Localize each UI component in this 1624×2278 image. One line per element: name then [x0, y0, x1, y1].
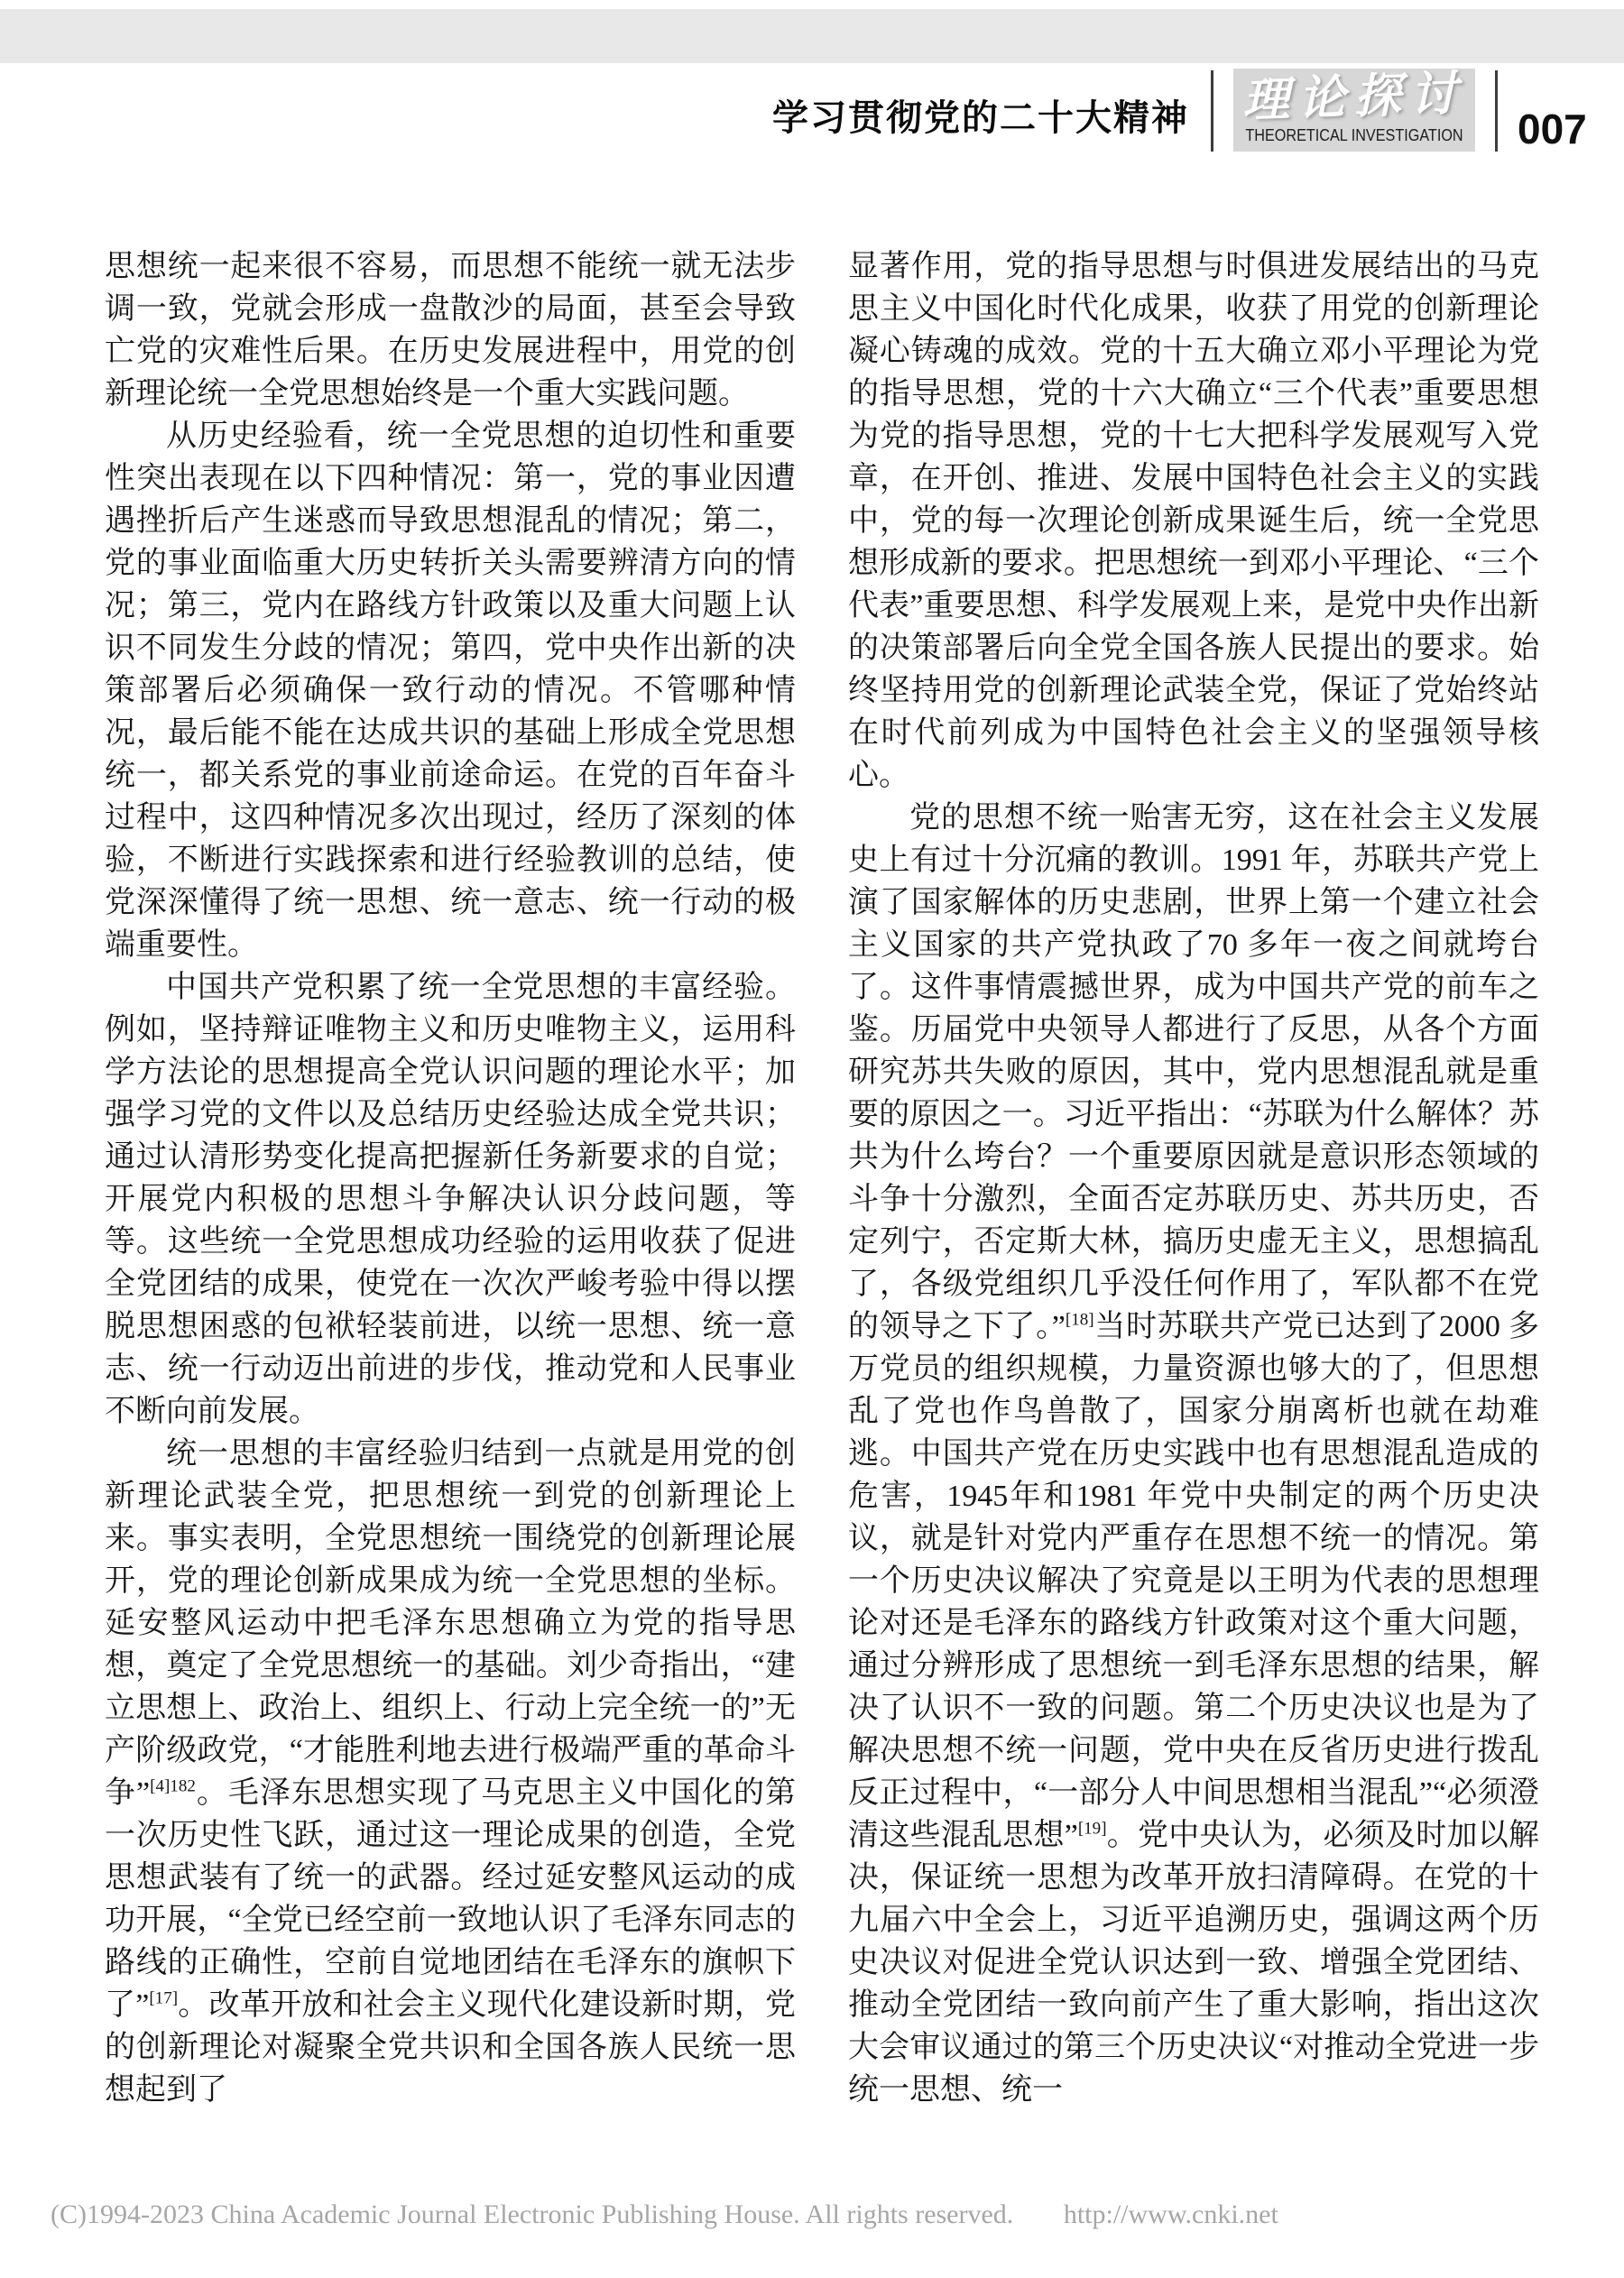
page-footer	[51, 2200, 1278, 2230]
header-divider	[1211, 70, 1213, 152]
page-number: 007	[1518, 106, 1587, 152]
footnote-ref: [19]	[1077, 1819, 1107, 1839]
section-title: 学习贯彻党的二十大精神	[772, 97, 1189, 138]
footnote-ref: [18]	[1065, 1310, 1094, 1330]
text-column-right	[848, 245, 1539, 2111]
footnote-ref: [17]	[149, 1988, 179, 2008]
paragraph: 统一思想的丰富经验归结到一点就是用党的创新理论武装全党，把思想统一到党的创新理论上来。事实表明，全党思想统一围绕党的创新理论展开，党的理论创新成果成为统一全党思想的坐标。延安整风运动中把毛泽东思想确立为党的指导思想，奠定了全党思想统一的基础。刘少奇指出，“建立思想上、政治上、组织上、行动上完全统一的”无产阶级政党，“才能胜利地去进行极端严重的革命斗争”$^{[4]182}$。毛泽东思想实现了马克思主义中国化的第一次历史性飞跃，通过这一理论成果的创造，全党思想武装有了统一的武器。经过延安整风运动的成功开展，“全党已经空前一致地认识了毛泽东同志的路线的正确性，空前自觉地团结在毛泽东的旗帜下了”[17]。改革开放和社会主义现代化建设新时期，党的创新理论对凝聚全党共识和全国各族人民统一思想起到了	[105, 1437, 797, 2107]
page-header	[772, 65, 1587, 152]
scan-gray-band	[0, 9, 1624, 63]
journal-logo	[1233, 69, 1475, 152]
header-divider	[1495, 70, 1498, 152]
journal-logo-english: THEORETICAL INVESTIGATION	[1245, 126, 1463, 144]
paragraph: 显著作用，党的指导思想与时俱进发展结出的马克思主义中国化时代化成果，收获了用党的创新理论凝心铸魂的成效。党的十五大确立邓小平理论为党的指导思想，党的十六大确立“三个代表”重要思想为党的指导思想，党的十七大把科学发展观写入党章，在开创、推进、发展中国特色社会主义的实践中，党的每一次理论创新成果诞生后，统一全党思想形成新的要求。把思想统一到邓小平理论、“三个代表”重要思想、科学发展观上来，是党中央作出新的决策部署后向全党全国各族人民提出的要求。始终坚持用党的创新理论武装全党，保证了党始终站在时代前列成为中国特色社会主义的坚强领导核心。	[848, 250, 1539, 792]
paragraph: 思想统一起来很不容易，而思想不能统一就无法步调一致，党就会形成一盘散沙的局面，甚至会导致亡党的灾难性后果。在历史发展进程中，用党的创新理论统一全党思想始终是一个重大实践问题。	[105, 250, 796, 410]
paragraph: 党的思想不统一贻害无穷，这在社会主义发展史上有过十分沉痛的教训。1991 年，苏联共产党上演了国家解体的历史悲剧，世界上第一个建立社会主义国家的共产党执政了70 多年一夜之间就垮台了。这件事情震撼世界，成为中国共产党的前车之鉴。历届党中央领导人都进行了反思，从各个方面研究苏共失败的原因，其中，党内思想混乱就是重要的原因之一。习近平指出：“苏联为什么解体？苏共为什么垮台？一个重要原因就是意识形态领域的斗争十分激烈，全面否定苏联历史、苏共历史，否定列宁，否定斯大林，搞历史虚无主义，思想搞乱了，各级党组织几乎没任何作用了，军队都不在党的领导之下了。”[18]当时苏联共产党已达到了2000 多万党员的组织规模，力量资源也够大的了，但思想乱了党也作鸟兽散了，国家分崩离析也就在劫难逃。中国共产党在历史实践中也有思想混乱造成的危害，1945年和1981 年党中央制定的两个历史决议，就是针对党内严重存在思想不统一的情况。第一个历史决议解决了究竟是以王明为代表的思想理论对还是毛泽东的路线方针政策对这个重大问题，通过分辨形成了思想统一到毛泽东思想的结果，解决了认识不一致的问题。第二个历史决议也是为了解决思想不统一问题，党中央在反省历史进行拨乱反正过程中，“一部分人中间思想相当混乱”“必须澄清这些混乱思想”[19]。党中央认为，必须及时加以解决，保证统一思想为改革开放扫清障碍。在党的十九届六中全会上，习近平追溯历史，强调这两个历史决议对促进全党认识达到一致、增强全党团结、推动全党团结一致向前产生了重大影响，指出这次大会审议通过的第三个历史决议“对推动全党进一步统一思想、统一	[848, 801, 1540, 2107]
copyright-text: (C)1994-2023 China Academic Journal Electronic Publishing House. All rights reserved.	[51, 2200, 1014, 2229]
paragraph: 中国共产党积累了统一全党思想的丰富经验。例如，坚持辩证唯物主义和历史唯物主义，运用科学方法论的思想提高全党认识问题的理论水平；加强学习党的文件以及总结历史经验达成全党共识；通过认清形势变化提高把握新任务新要求的自觉；开展党内积极的思想斗争解决认识分歧问题，等等。这些统一全党思想成功经验的运用收获了促进全党团结的成果，使党在一次次严峻考验中得以摆脱思想困惑的包袱轻装前进，以统一思想、统一意志、统一行动迈出前进的步伐，推动党和人民事业不断向前发展。	[105, 971, 796, 1428]
text-column-left	[105, 245, 796, 2111]
journal-logo-chinese: 理论探讨	[1241, 68, 1467, 128]
paragraph: 从历史经验看，统一全党思想的迫切性和重要性突出表现在以下四种情况：第一，党的事业因遭遇挫折后产生迷惑而导致思想混乱的情况；第二，党的事业面临重大历史转折关头需要辨清方向的情况；第三，党内在路线方针政策以及重大问题上认识不同发生分歧的情况；第四，党中央作出新的决策部署后必须确保一致行动的情况。不管哪种情况，最后能不能在达成共识的基础上形成全党思想统一，都关系党的事业前途命运。在党的百年奋斗过程中，这四种情况多次出现过，经历了深刻的体验，不断进行实践探索和进行经验教训的总结，使党深深懂得了统一思想、统一意志、统一行动的极端重要性。	[105, 420, 796, 962]
footnote-ref: [4]182	[150, 1776, 196, 1796]
footer-url: http://www.cnki.net	[1063, 2200, 1278, 2229]
